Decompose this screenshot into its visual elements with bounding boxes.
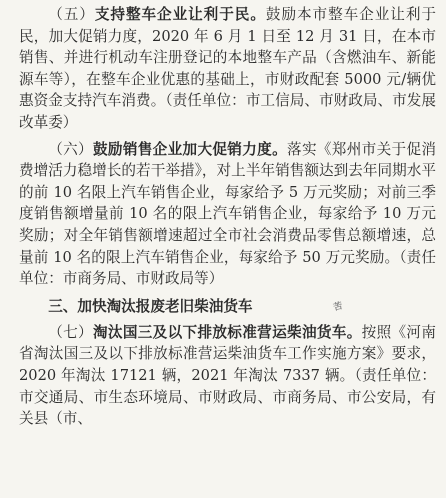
paragraph-5-body: 鼓励本市整车企业让利于民，加大促销力度，2020 年 6 月 1 日至 12 月 31 日，在本市销售、并进行机动车注册登记的本地整车产品（含燃油车、新能源车等），在整车企业优惠的基础上，市财政配套 5000 元/辆优惠资金支持汽车消费。（责任单位：市工信局、市财政局、市发展改革委） <box>19 6 436 131</box>
paragraph-5-title: 支持整车企业让利于民。 <box>94 6 266 23</box>
paragraph-7-body: 按照《河南省淘汰国三及以下排放标准营运柴油货车工作实施方案》要求，2020 年淘汰 17121 辆，2021 年淘汰 7337 辆。（责任单位：市交通局、市生态环境局、市财政局、市商务局、市公安局，有关县（市、 <box>19 323 436 428</box>
paragraph-6-title: 鼓励销售企业加大促销力度。 <box>92 140 288 158</box>
paragraph-5 <box>19 4 436 134</box>
paragraph-7 <box>19 322 436 430</box>
paragraph-6-body: 落实《郑州市关于促消费增活力稳增长的若干举措》，对上半年销售额达到去年同期水平的前 10 名限上汽车销售企业，每家给予 5 万元奖励；对前三季度销售额增量前 10 名的限上汽车销售企业，每家给予 10 万元奖励；对全年销售额增速超过全市社会消费品零售总额增速，总量前 10 名的限上汽车销售企业，每家给予 50 万元奖励。（责任单位：市商务局、市财政局等） <box>19 140 436 288</box>
stray-mark: 苦 <box>332 300 344 313</box>
paragraph-6 <box>19 139 436 290</box>
section-3-heading <box>19 296 436 318</box>
paragraph-6-label: （六） <box>48 140 93 158</box>
paragraph-7-title: 淘汰国三及以下排放标准营运柴油货车。 <box>92 323 362 341</box>
paragraph-7-label: （七） <box>48 323 93 341</box>
paragraph-5-label: （五） <box>48 6 95 23</box>
section-3-heading-text: 三、加快淘汰报废老旧柴油货车 <box>48 297 253 315</box>
